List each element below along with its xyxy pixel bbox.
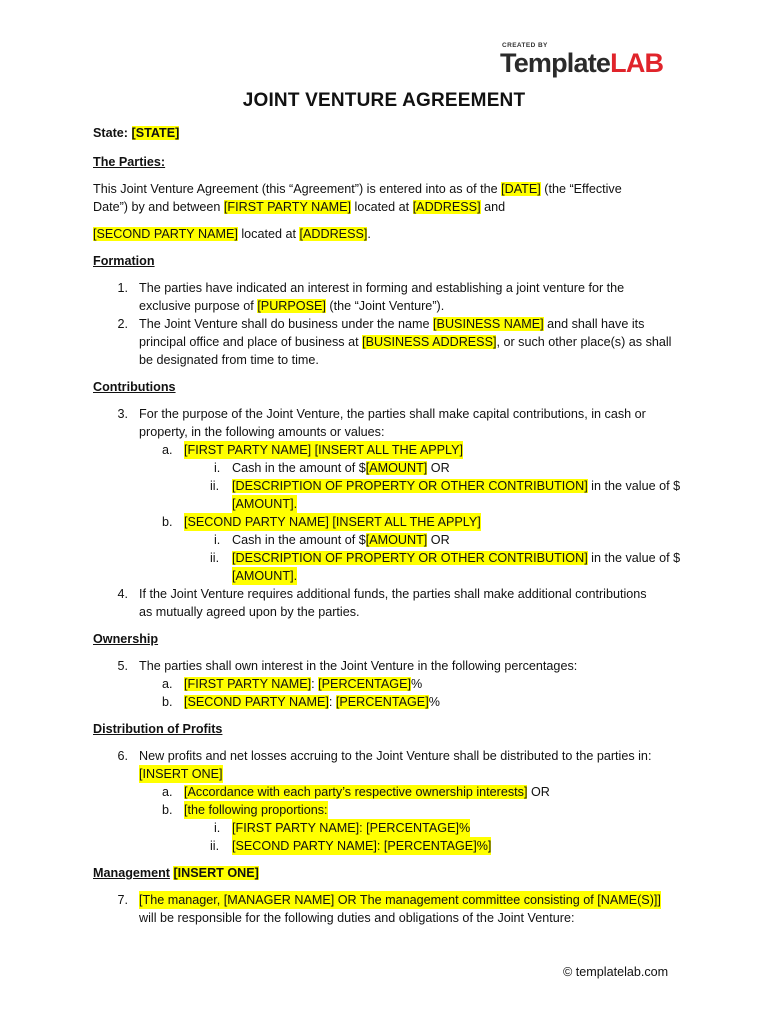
- state-value: [STATE]: [131, 126, 180, 140]
- sub-label: a.: [162, 443, 173, 457]
- amount-placeholder: [AMOUNT].: [232, 497, 298, 511]
- roman-label: i.: [214, 461, 221, 475]
- contributions-item-3-line-2: property, in the following amounts or values:: [139, 425, 385, 439]
- ownership-first-party: [184, 675, 422, 693]
- management-item-7-line-2: will be responsible for the following duties and obligations of the Joint Venture:: [139, 911, 575, 925]
- parties-line-1: [93, 180, 622, 198]
- list-number: 7.: [117, 893, 128, 907]
- text: Cash in the amount of $: [232, 533, 366, 547]
- ownership-item-5: The parties shall own interest in the Joint Venture in the following percentages:: [139, 659, 578, 673]
- logo-created-by: CREATED BY: [502, 42, 548, 49]
- cash-line: [232, 531, 450, 549]
- second-party-placeholder: [SECOND PARTY NAME]: [184, 695, 329, 709]
- profits-heading: Distribution of Profits: [93, 722, 223, 736]
- formation-item-2-line-3: be designated from time to time.: [139, 353, 319, 367]
- second-party-insert: [SECOND PARTY NAME] [INSERT ALL THE APPLY]: [184, 515, 481, 529]
- formation-item-2-line-2: [139, 333, 671, 351]
- text: exclusive purpose of: [139, 299, 258, 313]
- insert-one-placeholder: [INSERT ONE]: [173, 866, 259, 880]
- text: :: [311, 677, 319, 691]
- date-placeholder: [DATE]: [501, 182, 541, 196]
- logo-brand-accent: LAB: [610, 48, 664, 78]
- sub-label: a.: [162, 785, 173, 799]
- profits-item-6-line-1: New profits and net losses accruing to the Joint Venture shall be distributed to the parties in:: [139, 749, 652, 763]
- logo-brand-main: Template: [500, 48, 611, 78]
- text: , or such other place(s) as shall: [496, 335, 672, 349]
- text: principal office and place of business at: [139, 335, 363, 349]
- roman-label: i.: [214, 533, 221, 547]
- text: %: [410, 677, 423, 691]
- formation-item-1-line-1: The parties have indicated an interest in forming and establishing a joint venture for the: [139, 281, 625, 295]
- contributions-item-3-line-1: For the purpose of the Joint Venture, the parties shall make capital contributions, in cash or: [139, 407, 646, 421]
- text: located at: [351, 200, 413, 214]
- roman-label: ii.: [210, 479, 220, 493]
- description-placeholder: [DESCRIPTION OF PROPERTY OR OTHER CONTRIBUTION]: [232, 551, 588, 565]
- text: The Joint Venture shall do business under the name: [139, 317, 434, 331]
- amount-placeholder: [AMOUNT]: [365, 461, 428, 475]
- footer-copyright: © templatelab.com: [563, 965, 669, 979]
- description-placeholder: [DESCRIPTION OF PROPERTY OR OTHER CONTRIBUTION]: [232, 479, 588, 493]
- text: located at: [237, 227, 300, 241]
- list-number: 6.: [117, 749, 128, 763]
- text: in the value of $: [587, 479, 681, 493]
- business-name-placeholder: [BUSINESS NAME]: [433, 317, 544, 331]
- parties-heading: The Parties:: [93, 155, 166, 169]
- sub-label: b.: [162, 515, 173, 529]
- first-party-placeholder: [FIRST PARTY NAME]: [184, 677, 312, 691]
- text: This Joint Venture Agreement (this “Agreement”) is entered into as of the: [93, 182, 502, 196]
- percentage-placeholder: [PERCENTAGE]: [335, 695, 429, 709]
- contributions-item-4-line-2: as mutually agreed upon by the parties.: [139, 605, 360, 619]
- amount-placeholder: [AMOUNT]: [365, 533, 428, 547]
- manager-placeholder: [The manager, [MANAGER NAME] OR The management committee consisting of [NAME(S)]]: [139, 893, 661, 907]
- first-party-insert: [FIRST PARTY NAME] [INSERT ALL THE APPLY]: [184, 443, 464, 457]
- management-heading-line: [93, 864, 259, 882]
- text: .: [367, 227, 371, 241]
- second-party-percentage: [SECOND PARTY NAME]: [PERCENTAGE]%]: [232, 839, 492, 853]
- cash-line: [232, 459, 450, 477]
- text: and shall have its: [543, 317, 645, 331]
- text: %: [428, 695, 440, 709]
- text: OR: [427, 461, 450, 475]
- address-placeholder: [ADDRESS]: [412, 200, 481, 214]
- text: (the “Effective: [540, 182, 622, 196]
- parties-line-3: [93, 225, 371, 243]
- roman-label: ii.: [210, 839, 220, 853]
- ownership-second-party: [184, 693, 440, 711]
- address-placeholder: [ADDRESS]: [299, 227, 368, 241]
- first-party-placeholder: [FIRST PARTY NAME]: [223, 200, 352, 214]
- parties-line-2: [93, 198, 505, 216]
- contributions-item-4-line-1: If the Joint Venture requires additional funds, the parties shall make additional contributions: [139, 587, 647, 601]
- text: (the “Joint Venture”).: [325, 299, 445, 313]
- contributions-heading: Contributions: [93, 380, 176, 394]
- state-line: [93, 124, 179, 142]
- business-address-placeholder: [BUSINESS ADDRESS]: [362, 335, 497, 349]
- percentage-placeholder: [PERCENTAGE]: [318, 677, 411, 691]
- state-label: State:: [93, 126, 132, 140]
- sub-label: a.: [162, 677, 173, 691]
- roman-label: ii.: [210, 551, 220, 565]
- ownership-interests-placeholder: [Accordance with each party’s respective ownership interests]: [184, 785, 528, 799]
- text: OR: [427, 533, 450, 547]
- list-number: 2.: [117, 317, 128, 331]
- text: Date”) by and between: [93, 200, 224, 214]
- roman-label: i.: [214, 821, 221, 835]
- management-heading: Management: [93, 866, 170, 880]
- list-number: 4.: [117, 587, 128, 601]
- text: and: [480, 200, 506, 214]
- description-line: [232, 549, 680, 567]
- second-party-placeholder: [SECOND PARTY NAME]: [93, 227, 238, 241]
- profits-option-b: [the following proportions:: [184, 803, 328, 817]
- insert-one-placeholder: [INSERT ONE]: [139, 767, 223, 781]
- text: :: [328, 695, 336, 709]
- amount-placeholder: [AMOUNT].: [232, 569, 298, 583]
- text: Cash in the amount of $: [232, 461, 366, 475]
- profits-option-a: [184, 783, 550, 801]
- description-line: [232, 477, 680, 495]
- sub-label: b.: [162, 695, 173, 709]
- text: OR: [527, 785, 550, 799]
- text: in the value of $: [587, 551, 681, 565]
- purpose-placeholder: [PURPOSE]: [257, 299, 326, 313]
- formation-heading: Formation: [93, 254, 155, 268]
- ownership-heading: Ownership: [93, 632, 159, 646]
- list-number: 3.: [117, 407, 128, 421]
- formation-item-1-line-2: [139, 297, 444, 315]
- sub-label: b.: [162, 803, 173, 817]
- templatelab-logo: [500, 42, 680, 82]
- list-number: 1.: [117, 281, 128, 295]
- list-number: 5.: [117, 659, 128, 673]
- formation-item-2-line-1: [139, 315, 644, 333]
- document-title: JOINT VENTURE AGREEMENT: [242, 90, 526, 111]
- first-party-percentage: [FIRST PARTY NAME]: [PERCENTAGE]%: [232, 821, 471, 835]
- logo-wordmark: [500, 48, 663, 79]
